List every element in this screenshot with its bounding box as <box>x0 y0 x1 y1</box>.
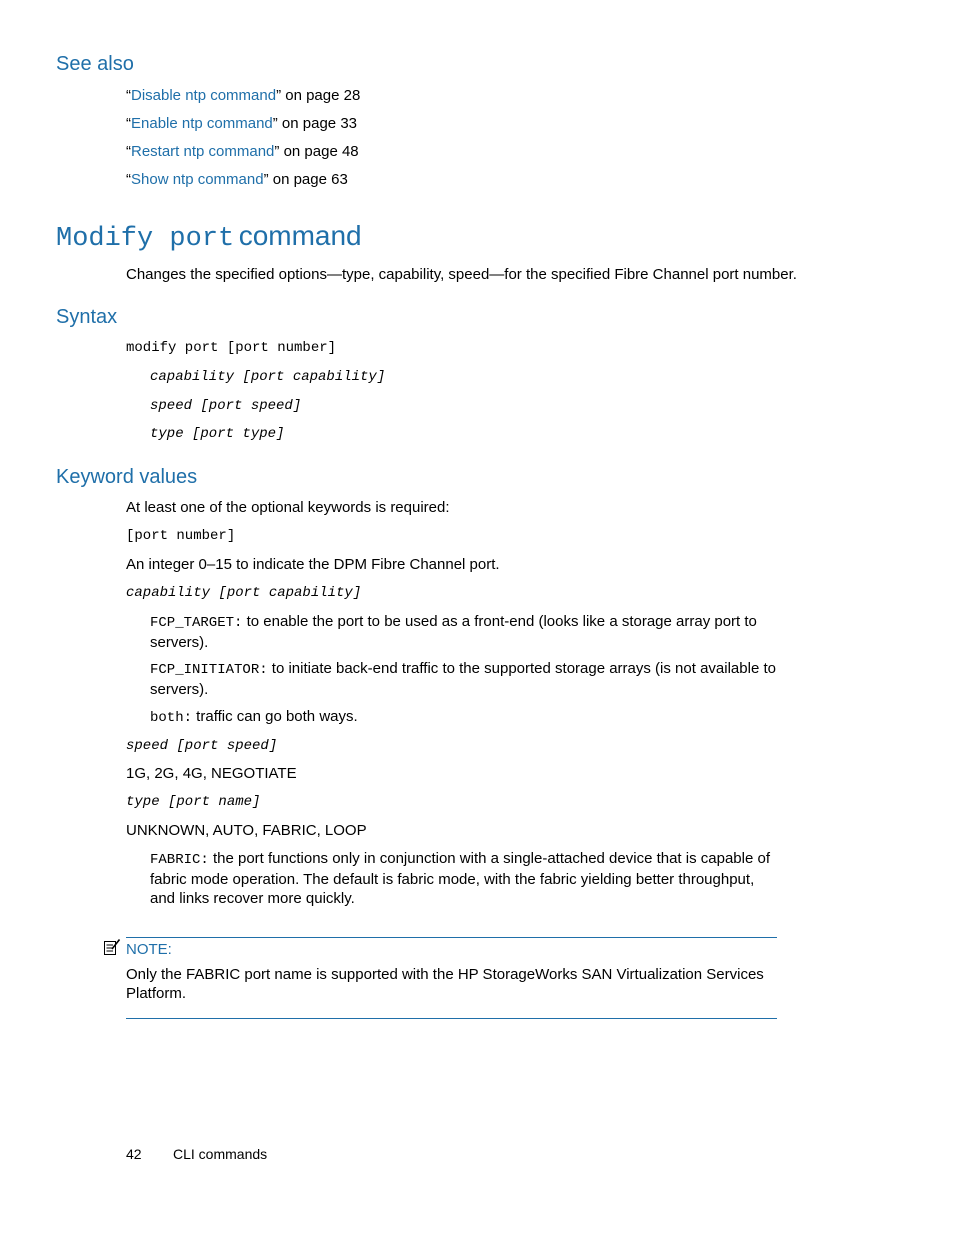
see-also-link-restart-ntp[interactable]: Restart ntp command <box>131 143 275 160</box>
note-pencil-icon <box>103 938 121 961</box>
option-both <box>150 707 358 728</box>
keyword-speed: speed [port speed] <box>126 738 278 754</box>
keyword-type: type [port name] <box>126 794 261 810</box>
open-quote: “ <box>126 87 131 104</box>
see-also-link-disable-ntp[interactable]: Disable ntp command <box>131 87 277 104</box>
note-label: NOTE: <box>126 941 172 958</box>
page-title <box>56 220 362 254</box>
see-also-item <box>126 86 360 105</box>
note-top-rule <box>126 937 777 938</box>
keyword-values-heading: Keyword values <box>56 466 198 488</box>
option-fcp-target <box>150 612 780 652</box>
option-keyword: both: <box>150 710 193 726</box>
syntax-line: type [port type] <box>150 426 285 442</box>
footer-section: CLI commands <box>173 1146 268 1162</box>
see-also-link-enable-ntp[interactable]: Enable ntp command <box>131 115 273 132</box>
see-also-heading: See also <box>56 53 134 75</box>
page-reference: ” on page 48 <box>274 143 359 160</box>
syntax-heading: Syntax <box>56 306 118 328</box>
option-keyword: FCP_INITIATOR: <box>150 662 268 678</box>
page-title-code: Modify port <box>56 224 235 254</box>
option-description: the port functions only in conjunction with a single-attached device that is capable of fabric mode operation. The default is fabric mode, with the fabric yielding better throughput, and links recover more quickly. <box>150 850 770 907</box>
syntax-line: capability [port capability] <box>150 369 386 385</box>
syntax-line: speed [port speed] <box>150 398 302 414</box>
option-description: to initiate back-end traffic to the supported storage arrays (is not available to servers). <box>150 660 776 698</box>
see-also-link-show-ntp[interactable]: Show ntp command <box>131 171 264 188</box>
open-quote: “ <box>126 143 131 160</box>
option-keyword: FABRIC: <box>150 852 209 868</box>
see-also-item <box>126 170 348 189</box>
keywords-intro: At least one of the optional keywords is required: <box>126 499 450 516</box>
option-description: traffic can go both ways. <box>192 708 358 725</box>
keyword-capability: capability [port capability] <box>126 585 362 601</box>
footer-page-number: 42 <box>126 1146 142 1162</box>
page-reference: ” on page 33 <box>272 115 358 132</box>
note-text: Only the FABRIC port name is supported with the HP StorageWorks SAN Virtualization Services Platform. <box>126 966 764 1002</box>
option-keyword: FCP_TARGET: <box>150 615 243 631</box>
page-reference: ” on page 63 <box>263 171 348 188</box>
open-quote: “ <box>126 115 131 132</box>
see-also-item <box>126 114 357 133</box>
speed-values: 1G, 2G, 4G, NEGOTIATE <box>126 765 297 782</box>
keyword-port-number: [port number] <box>126 528 236 544</box>
note-bottom-rule <box>126 1018 777 1019</box>
option-fcp-initiator <box>150 659 780 699</box>
type-values: UNKNOWN, AUTO, FABRIC, LOOP <box>126 822 367 839</box>
keyword-description: An integer 0–15 to indicate the DPM Fibre Channel port. <box>126 556 500 573</box>
open-quote: “ <box>126 171 131 188</box>
syntax-line: modify port [port number] <box>126 340 337 356</box>
page-title-word: command <box>238 220 362 251</box>
option-description: to enable the port to be used as a front-end (looks like a storage array port to servers). <box>150 613 757 651</box>
description: Changes the specified options—type, capability, speed—for the specified Fibre Channel port number. <box>126 266 797 283</box>
page-reference: ” on page 28 <box>276 87 361 104</box>
option-fabric <box>150 849 780 908</box>
see-also-item <box>126 142 359 161</box>
